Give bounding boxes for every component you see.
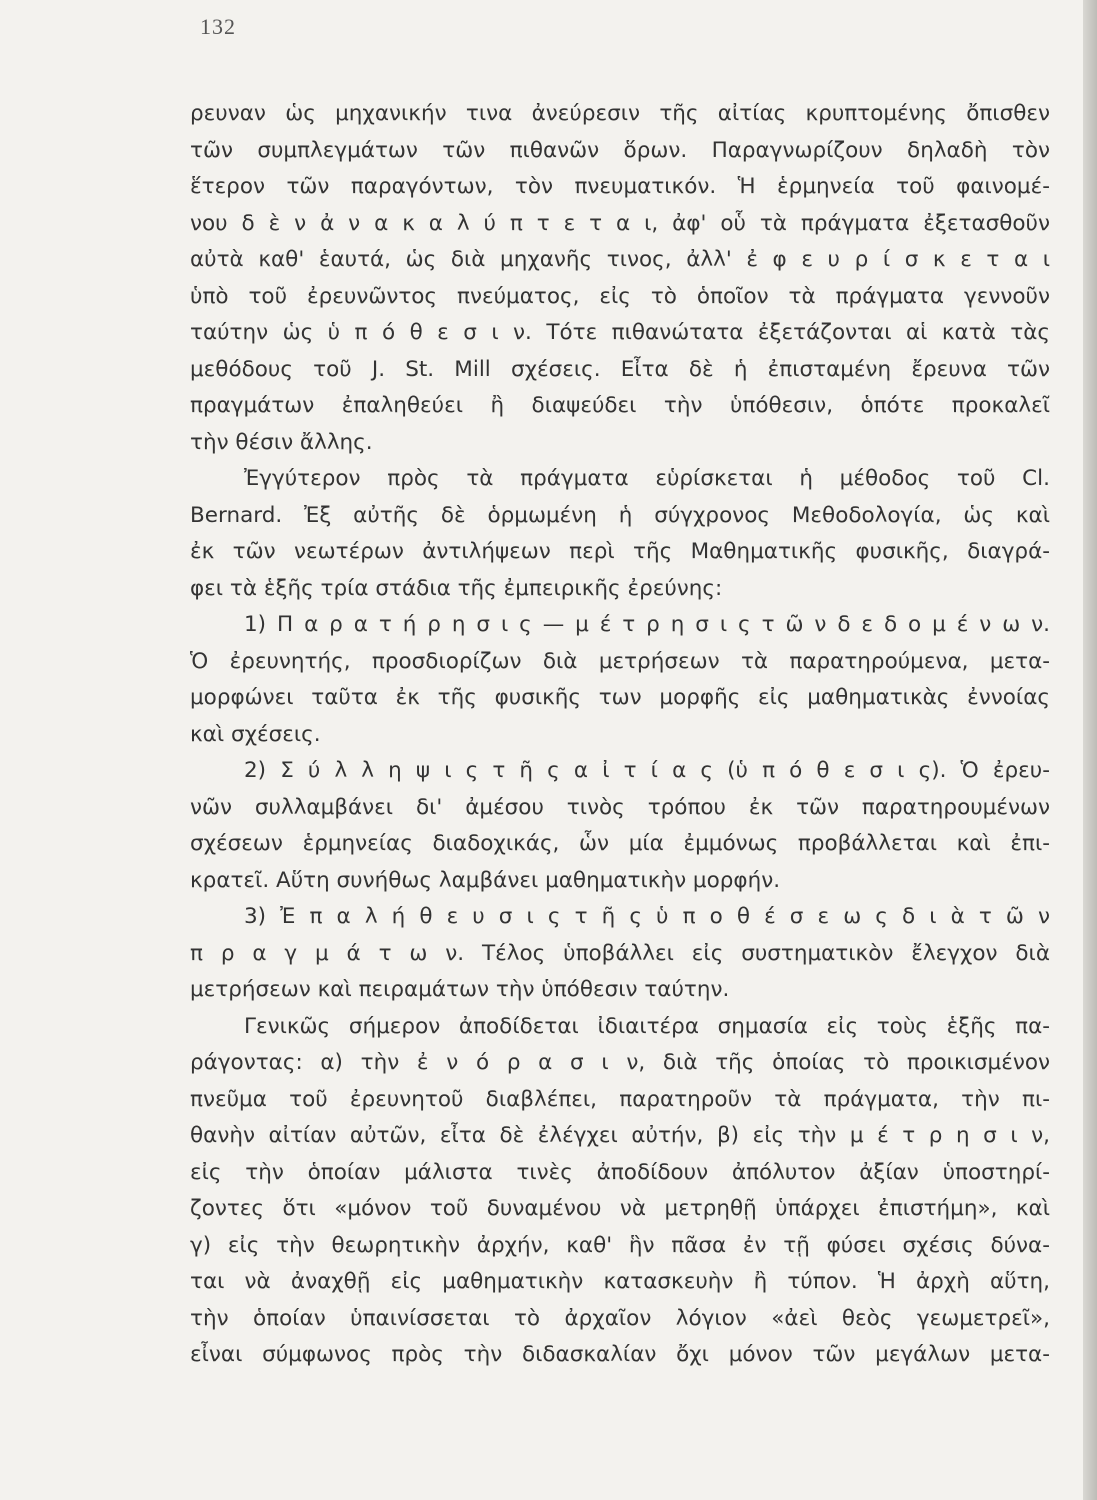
text-line: θανὴν αἰτίαν αὐτῶν, εἶτα δὲ ἐλέγχει αὐτήν, β) εἰς τὴν μ έ τ ρ η σ ι ν,: [190, 1123, 1050, 1148]
text-line: πραγμάτων ἐπαληθεύει ἢ διαψεύδει τὴν ὑπόθεσιν, ὁπότε προκαλεῖ: [190, 393, 1050, 418]
text-line: ὑπὸ τοῦ ἐρευνῶντος πνεύματος, εἰς τὸ ὁποῖον τὰ πράγματα γεννοῦν: [190, 283, 1050, 309]
text-line: σχέσεων ἑρμηνείας διαδοχικάς, ὧν μία ἐμμόνως προβάλλεται καὶ ἐπι-: [190, 831, 1050, 856]
text-line: 2) Σ ύ λ λ η ψ ι ς τ ῆ ς α ἰ τ ί α ς (ὑ π ό θ ε σ ι ς). Ὁ ἐρευ-: [244, 758, 1050, 783]
text-line: ράγοντας: α) τὴν ἐ ν ό ρ α σ ι ν, διὰ τῆς ὁποίας τὸ προικισμένον: [190, 1050, 1050, 1075]
text-line: αὐτὰ καθ' ἑαυτά, ὡς διὰ μηχανῆς τινος, ἀλλ' ἐ φ ε υ ρ ί σ κ ε τ α ι: [190, 247, 1050, 272]
text-line: ρευναν ὡς μηχανικήν τινα ἀνεύρεσιν τῆς αἰτίας κρυπτομένης ὄπισθεν: [190, 101, 1050, 126]
text-line: εἰς τὴν ὁποίαν μάλιστα τινὲς ἀποδίδουν ἀπόλυτον ἀξίαν ὑποστηρί-: [190, 1159, 1050, 1185]
text-line: ἕτερον τῶν παραγόντων, τὸν πνευματικόν. Ἡ ἑρμηνεία τοῦ φαινομέ-: [190, 174, 1050, 199]
text-line: κρατεῖ. Αὕτη συνήθως λαμβάνει μαθηματικὴν μορφήν.: [190, 867, 781, 893]
page-edge-shadow: [1083, 0, 1097, 1500]
text-line: Bernard. Ἐξ αὐτῆς δὲ ὁρμωμένη ἡ σύγχρονος Μεθοδολογία, ὡς καὶ: [190, 502, 1050, 528]
text-line: νῶν συλλαμβάνει δι' ἀμέσου τινὸς τρόπου ἐκ τῶν παρατηρουμένων: [190, 794, 1050, 820]
text-line: νου δ ὲ ν ἀ ν α κ α λ ύ π τ ε τ α ι, ἀφ' οὗ τὰ πράγματα ἐξετασθοῦν: [190, 210, 1050, 236]
text-line: ται νὰ ἀναχθῇ εἰς μαθηματικὴν κατασκευὴν ἢ τύπον. Ἡ ἀρχὴ αὕτη,: [190, 1269, 1050, 1294]
text-line: μεθόδους τοῦ J. St. Mill σχέσεις. Εἶτα δὲ ἡ ἐπισταμένη ἔρευνα τῶν: [190, 356, 1050, 382]
text-line: τῶν συμπλεγμάτων τῶν πιθανῶν ὅρων. Παραγνωρίζουν δηλαδὴ τὸν: [190, 137, 1050, 163]
text-line: γ) εἰς τὴν θεωρητικὴν ἀρχήν, καθ' ἣν πᾶσα ἐν τῇ φύσει σχέσις δύνα-: [190, 1232, 1050, 1258]
text-line: τὴν θέσιν ἄλλης.: [190, 429, 373, 455]
text-line: καὶ σχέσεις.: [190, 721, 321, 747]
text-line: 1) Π α ρ α τ ή ρ η σ ι ς — μ έ τ ρ η σ ι ς τ ῶ ν δ ε δ ο μ έ ν ω ν.: [244, 612, 1050, 637]
text-line: μορφώνει ταῦτα ἐκ τῆς φυσικῆς των μορφῆς εἰς μαθηματικὰς ἐννοίας: [190, 685, 1050, 710]
text-line: 3) Ἐ π α λ ή θ ε υ σ ι ς τ ῆ ς ὑ π ο θ έ σ ε ω ς δ ι ὰ τ ῶ ν: [244, 904, 1050, 929]
text-line: π ρ α γ μ ά τ ω ν. Τέλος ὑποβάλλει εἰς συστηματικὸν ἔλεγχον διὰ: [190, 940, 1050, 966]
text-line: Ὁ ἐρευνητής, προσδιορίζων διὰ μετρήσεων τὰ παρατηρούμενα, μετα-: [190, 648, 1050, 674]
page-number: 132: [200, 14, 236, 39]
text-line: φει τὰ ἑξῆς τρία στάδια τῆς ἐμπειρικῆς ἐρεύνης:: [190, 575, 723, 601]
text-line: μετρήσεων καὶ πειραμάτων τὴν ὑπόθεσιν ταύτην.: [190, 977, 730, 1002]
text-line: Γενικῶς σήμερον ἀποδίδεται ἰδιαιτέρα σημασία εἰς τοὺς ἑξῆς πα-: [244, 1013, 1050, 1039]
text-line: τὴν ὁποίαν ὑπαινίσσεται τὸ ἀρχαῖον λόγιον «ἀεὶ θεὸς γεωμετρεῖ»,: [190, 1305, 1050, 1331]
body-text: [190, 96, 1050, 1374]
text-line: ζοντες ὅτι «μόνον τοῦ δυναμένου νὰ μετρηθῇ ὑπάρχει ἐπιστήμη», καὶ: [190, 1196, 1050, 1221]
text-line: πνεῦμα τοῦ ἐρευνητοῦ διαβλέπει, παρατηροῦν τὰ πράγματα, τὴν πι-: [190, 1086, 1050, 1112]
text-line: ταύτην ὡς ὑ π ό θ ε σ ι ν. Τότε πιθανώτατα ἐξετάζονται αἱ κατὰ τὰς: [190, 320, 1050, 345]
text-line: ἐκ τῶν νεωτέρων ἀντιλήψεων περὶ τῆς Μαθηματικῆς φυσικῆς, διαγρά-: [190, 539, 1050, 564]
text-line: Ἐγγύτερον πρὸς τὰ πράγματα εὑρίσκεται ἡ μέθοδος τοῦ Cl.: [244, 466, 1050, 491]
text-line: εἶναι σύμφωνος πρὸς τὴν διδασκαλίαν ὄχι μόνον τῶν μεγάλων μετα-: [190, 1342, 1050, 1367]
